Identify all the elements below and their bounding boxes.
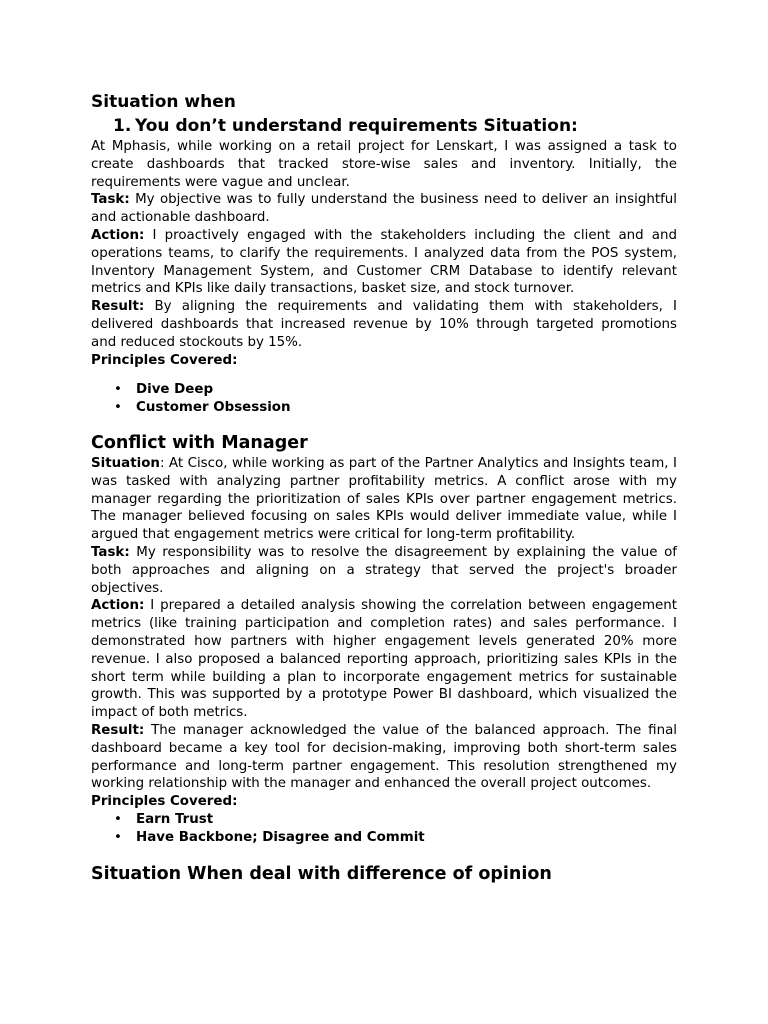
section1-subtitle <box>113 114 677 138</box>
section2-principles-list <box>91 811 677 847</box>
section2-situation-paragraph <box>91 455 677 544</box>
section2-task-label: Task: <box>91 544 130 560</box>
section1-action-text: I proactively engaged with the stakeholders including the client and and operations teams, to clarify the requirements. I analyzed data from the POS system, Inventory Management System, and Customer CRM Database to identify relevant metrics and KPIs like daily transactions, basket size, and stock turnover. <box>91 227 677 297</box>
document-page <box>91 90 677 886</box>
section1-action-paragraph <box>91 227 677 298</box>
section1-subtitle-text: You don’t understand requirements Situation: <box>135 116 578 136</box>
section2-result-paragraph <box>91 722 677 793</box>
section1-result-paragraph <box>91 298 677 351</box>
section2-action-text: I prepared a detailed analysis showing the correlation between engagement metrics (like training participation and completion rates) and sales performance. I demonstrated how partners with higher engagement levels generated 20% more revenue. I also proposed a balanced reporting approach, prioritizing sales KPIs in the short term while building a plan to incorporate engagement metrics for sustainable growth. This was supported by a prototype Power BI dashboard, which visualized the impact of both metrics. <box>91 598 677 721</box>
section2-action-label: Action: <box>91 598 145 614</box>
section3-title: Situation When deal with difference of opinion <box>91 864 552 885</box>
list-item: • Earn Trust <box>136 811 677 829</box>
section1-principles-label: Principles Covered: <box>91 352 238 368</box>
section1-result-label: Result: <box>91 299 145 315</box>
section1-task-label: Task: <box>91 192 130 208</box>
section1-principles-heading <box>91 352 677 370</box>
section1-action-label: Action: <box>91 227 145 243</box>
section1-task-text: My objective was to fully understand the business need to deliver an insightful and actionable dashboard. <box>91 192 677 226</box>
section2-result-label: Result: <box>91 722 145 738</box>
section2-action-paragraph <box>91 597 677 722</box>
section2-result-text: The manager acknowledged the value of the balanced approach. The final dashboard became a key tool for decision-making, improving both short-term sales performance and long-term partner engagement. This resolution strengthened my working relationship with the manager and enhanced the overall project outcomes. <box>91 722 677 792</box>
list-item: • Dive Deep <box>136 381 677 399</box>
section2-title: Conflict with Manager <box>91 432 308 453</box>
section1-principles-list <box>91 381 677 417</box>
list-item: • Have Backbone; Disagree and Commit <box>136 829 677 847</box>
section2-principles-label: Principles Covered: <box>91 794 238 810</box>
list-item: • Customer Obsession <box>136 399 677 417</box>
section1-situation-paragraph <box>91 138 677 191</box>
section1-result-text: By aligning the requirements and validating them with stakeholders, I delivered dashboards that increased revenue by 10% through targeted promotions and reduced stockouts by 15%. <box>91 299 677 350</box>
section1-situation-text: At Mphasis, while working on a retail project for Lenskart, I was assigned a task to create dashboards that tracked store-wise sales and inventory. Initially, the requirements were vague and unclear. <box>91 139 677 190</box>
section1-title: Situation when <box>91 92 236 112</box>
section2-situation-text: : At Cisco, while working as part of the Partner Analytics and Insights team, I was tasked with analyzing partner profitability metrics. A conflict arose with my manager regarding the prioritization of sales KPIs over partner engagement metrics. The manager believed focusing on sales KPIs would deliver immediate value, while I argued that engagement metrics were critical for long-term profitability. <box>91 455 677 543</box>
section1-subtitle-number: 1. <box>113 116 132 136</box>
section2-task-paragraph <box>91 544 677 597</box>
section2-task-text: My responsibility was to resolve the disagreement by explaining the value of both approaches and aligning on a strategy that served the project's broader objectives. <box>91 544 677 596</box>
section2-principles-heading <box>91 793 677 811</box>
section1-task-paragraph <box>91 191 677 227</box>
section2-situation-label: Situation <box>91 455 160 471</box>
